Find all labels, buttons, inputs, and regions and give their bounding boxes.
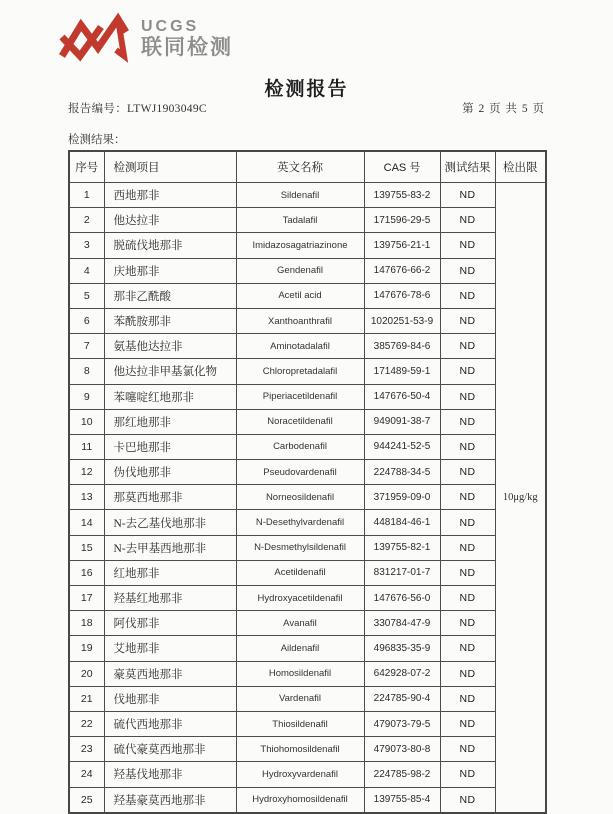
table-row: [69, 737, 546, 762]
row-en: Vardenafil: [236, 686, 364, 711]
row-item: 红地那非: [104, 560, 236, 585]
row-cas: 496835-35-9: [364, 636, 440, 661]
logo-zigzag-icon: [58, 12, 132, 66]
row-en: Thiohomosildenafil: [236, 737, 364, 762]
row-no: 4: [69, 258, 104, 283]
row-no: 5: [69, 283, 104, 308]
row-no: 24: [69, 762, 104, 787]
row-no: 23: [69, 737, 104, 762]
row-cas: 479073-79-5: [364, 711, 440, 736]
table-row: [69, 586, 546, 611]
table-row: [69, 636, 546, 661]
row-en: Noracetildenafil: [236, 409, 364, 434]
table-row: [69, 485, 546, 510]
table-row: [69, 762, 546, 787]
row-result: ND: [440, 359, 495, 384]
logo-acronym: UCGS: [141, 18, 200, 36]
results-table: [68, 150, 547, 814]
row-result: ND: [440, 258, 495, 283]
row-cas: 139756-21-1: [364, 233, 440, 258]
row-item: 庆地那非: [104, 258, 236, 283]
row-no: 16: [69, 560, 104, 585]
table-row: [69, 611, 546, 636]
row-no: 12: [69, 460, 104, 485]
table-row: [69, 686, 546, 711]
row-no: 25: [69, 787, 104, 813]
report-number-label: 报告编号：: [68, 103, 127, 115]
row-item: 氨基他达拉非: [104, 334, 236, 359]
row-en: Aildenafil: [236, 636, 364, 661]
report-number-value: LTWJ1903049C: [127, 103, 207, 115]
row-result: ND: [440, 384, 495, 409]
table-row: [69, 434, 546, 459]
row-en: Acetil acid: [236, 283, 364, 308]
table-row: [69, 460, 546, 485]
row-no: 21: [69, 686, 104, 711]
row-en: Carbodenafil: [236, 434, 364, 459]
row-no: 13: [69, 485, 104, 510]
row-item: 苯噻啶红地那非: [104, 384, 236, 409]
logo-text: [141, 18, 233, 59]
row-cas: 479073-80-8: [364, 737, 440, 762]
row-result: ND: [440, 283, 495, 308]
row-cas: 944241-52-5: [364, 434, 440, 459]
row-en: Xanthoanthrafil: [236, 308, 364, 333]
row-no: 19: [69, 636, 104, 661]
row-en: Gendenafil: [236, 258, 364, 283]
row-result: ND: [440, 334, 495, 359]
row-no: 15: [69, 535, 104, 560]
row-item: 那非乙酰酸: [104, 283, 236, 308]
header-row: [69, 151, 546, 183]
row-item: 羟基红地那非: [104, 586, 236, 611]
row-no: 6: [69, 308, 104, 333]
row-result: ND: [440, 711, 495, 736]
page-indicator: 第 2 页 共 5 页: [462, 103, 545, 115]
row-item: 那红地那非: [104, 409, 236, 434]
row-result: ND: [440, 762, 495, 787]
row-no: 14: [69, 510, 104, 535]
row-item: 硫代西地那非: [104, 711, 236, 736]
row-result: ND: [440, 737, 495, 762]
row-result: ND: [440, 586, 495, 611]
row-item: 羟基豪莫西地那非: [104, 787, 236, 813]
row-en: Hydroxyacetildenafil: [236, 586, 364, 611]
row-item: 豪莫西地那非: [104, 661, 236, 686]
row-cas: 147676-50-4: [364, 384, 440, 409]
row-en: Aminotadalafil: [236, 334, 364, 359]
row-result: ND: [440, 233, 495, 258]
table-row: [69, 510, 546, 535]
table-row: [69, 384, 546, 409]
row-result: ND: [440, 535, 495, 560]
table-row: [69, 183, 546, 208]
row-no: 11: [69, 434, 104, 459]
table-row: [69, 283, 546, 308]
row-item: N-去乙基伐地那非: [104, 510, 236, 535]
table-row: [69, 208, 546, 233]
page-title: 检测报告: [264, 79, 349, 100]
col-result: 测试结果: [440, 151, 495, 183]
col-no: 序号: [69, 151, 104, 183]
row-result: ND: [440, 686, 495, 711]
results-table-header: [69, 151, 546, 183]
row-cas: 224785-90-4: [364, 686, 440, 711]
row-en: Norneosildenafil: [236, 485, 364, 510]
row-cas: 385769-84-6: [364, 334, 440, 359]
row-result: ND: [440, 661, 495, 686]
row-en: Hydroxyvardenafil: [236, 762, 364, 787]
table-row: [69, 409, 546, 434]
row-no: 7: [69, 334, 104, 359]
row-cas: 224785-98-2: [364, 762, 440, 787]
row-no: 20: [69, 661, 104, 686]
table-row: [69, 535, 546, 560]
row-cas: 147676-66-2: [364, 258, 440, 283]
row-no: 22: [69, 711, 104, 736]
row-no: 3: [69, 233, 104, 258]
row-cas: 147676-78-6: [364, 283, 440, 308]
row-result: ND: [440, 611, 495, 636]
table-row: [69, 233, 546, 258]
row-cas: 139755-82-1: [364, 535, 440, 560]
row-result: ND: [440, 308, 495, 333]
row-cas: 171596-29-5: [364, 208, 440, 233]
row-cas: 171489-59-1: [364, 359, 440, 384]
row-result: ND: [440, 208, 495, 233]
row-item: 他达拉非: [104, 208, 236, 233]
row-item: 硫代豪莫西地那非: [104, 737, 236, 762]
row-no: 9: [69, 384, 104, 409]
row-no: 1: [69, 183, 104, 208]
row-result: ND: [440, 460, 495, 485]
row-no: 17: [69, 586, 104, 611]
row-item: 羟基伐地那非: [104, 762, 236, 787]
table-row: [69, 308, 546, 333]
row-result: ND: [440, 560, 495, 585]
row-en: Thiosildenafil: [236, 711, 364, 736]
row-cas: 1020251-53-9: [364, 308, 440, 333]
row-result: ND: [440, 485, 495, 510]
col-cas: CAS 号: [364, 151, 440, 183]
table-row: [69, 334, 546, 359]
row-item: 脱硫伐地那非: [104, 233, 236, 258]
row-en: Avanafil: [236, 611, 364, 636]
row-item: 苯酰胺那非: [104, 308, 236, 333]
row-item: 伐地那非: [104, 686, 236, 711]
results-tbody: [69, 183, 546, 813]
row-item: N-去甲基西地那非: [104, 535, 236, 560]
row-cas: 448184-46-1: [364, 510, 440, 535]
row-result: ND: [440, 409, 495, 434]
row-en: Piperiacetildenafil: [236, 384, 364, 409]
row-result: ND: [440, 510, 495, 535]
row-cas: 642928-07-2: [364, 661, 440, 686]
row-en: Chloropretadalafil: [236, 359, 364, 384]
row-item: 艾地那非: [104, 636, 236, 661]
row-cas: 330784-47-9: [364, 611, 440, 636]
col-item: 检测项目: [104, 151, 236, 183]
row-en: N-Desethylvardenafil: [236, 510, 364, 535]
row-en: Hydroxyhomosildenafil: [236, 787, 364, 813]
row-no: 10: [69, 409, 104, 434]
row-cas: 224788-34-5: [364, 460, 440, 485]
row-en: Sildenafil: [236, 183, 364, 208]
row-no: 18: [69, 611, 104, 636]
report-number: [68, 100, 207, 116]
row-en: N-Desmethylsildenafil: [236, 535, 364, 560]
row-en: Tadalafil: [236, 208, 364, 233]
table-row: [69, 560, 546, 585]
row-cas: 139755-85-4: [364, 787, 440, 813]
row-item: 阿伐那非: [104, 611, 236, 636]
row-item: 那莫西地那非: [104, 485, 236, 510]
row-cas: 949091-38-7: [364, 409, 440, 434]
row-en: Acetildenafil: [236, 560, 364, 585]
row-cas: 139755-83-2: [364, 183, 440, 208]
table-row: [69, 711, 546, 736]
row-result: ND: [440, 434, 495, 459]
row-en: Imidazosagatriazinone: [236, 233, 364, 258]
table-row: [69, 258, 546, 283]
row-en: Homosildenafil: [236, 661, 364, 686]
row-item: 他达拉非甲基氯化物: [104, 359, 236, 384]
row-cas: 371959-09-0: [364, 485, 440, 510]
row-item: 卡巴地那非: [104, 434, 236, 459]
logo-brand-name: 联同检测: [141, 36, 233, 60]
row-no: 2: [69, 208, 104, 233]
row-result: ND: [440, 787, 495, 813]
row-no: 8: [69, 359, 104, 384]
row-item: 伪伐地那非: [104, 460, 236, 485]
col-limit: 检出限: [495, 151, 546, 183]
row-cas: 147676-56-0: [364, 586, 440, 611]
table-row: [69, 661, 546, 686]
meta-row: [68, 100, 545, 116]
table-row: [69, 359, 546, 384]
detection-limit-cell: 10μg/kg: [495, 183, 546, 813]
row-en: Pseudovardenafil: [236, 460, 364, 485]
logo: [58, 12, 233, 66]
row-result: ND: [440, 636, 495, 661]
results-table-wrap: [68, 150, 547, 814]
row-cas: 831217-01-7: [364, 560, 440, 585]
col-en: 英文名称: [236, 151, 364, 183]
results-section-label: 检测结果：: [68, 134, 126, 146]
row-result: ND: [440, 183, 495, 208]
row-item: 西地那非: [104, 183, 236, 208]
